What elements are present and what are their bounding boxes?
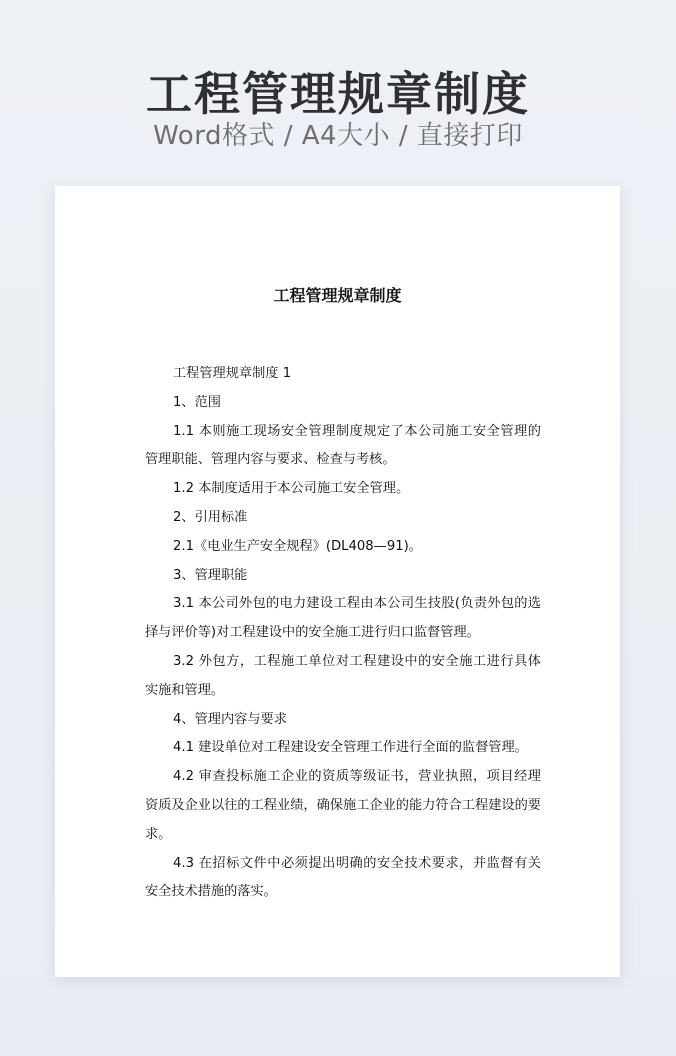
paragraph-4-2: 4.2 审查投标施工企业的资质等级证书，营业执照，项目经理资质及企业以往的工程业绩，确保施工企业的能力符合工程建设的要求。 — [145, 769, 541, 842]
paragraph-3-1: 3.1 本公司外包的电力建设工程由本公司生技股(负责外包的选择与评价等)对工程建设中的安全施工进行归口监督管理。 — [145, 596, 541, 641]
paragraph-3-2: 3.2 外包方，工程施工单位对工程建设中的安全施工进行具体实施和管理。 — [145, 653, 541, 698]
document-page — [55, 186, 620, 977]
document-body — [145, 360, 541, 907]
paragraph-1-1: 1.1 本则施工现场安全管理制度规定了本公司施工安全管理的管理职能、管理内容与要求、检查与考核。 — [145, 423, 541, 468]
section-heading-scope: 1、范围 — [173, 394, 221, 410]
paragraph-1-2: 1.2 本制度适用于本公司施工安全管理。 — [173, 481, 410, 497]
section-heading-functions: 3、管理职能 — [173, 567, 248, 583]
paragraph-2-1: 2.1《电业生产安全规程》(DL408—91)。 — [173, 538, 422, 554]
section-heading-standards: 2、引用标准 — [173, 509, 248, 525]
section-heading-requirements: 4、管理内容与要求 — [173, 711, 287, 727]
promo-subtitle: Word格式 / A4大小 / 直接打印 — [153, 121, 523, 151]
document-title: 工程管理规章制度 — [273, 286, 402, 305]
paragraph-4-1: 4.1 建设单位对工程建设安全管理工作进行全面的监督管理。 — [173, 740, 528, 756]
doc-heading-1: 工程管理规章制度 1 — [173, 366, 292, 381]
promo-title: 工程管理规章制度 — [146, 67, 530, 121]
paragraph-4-3: 4.3 在招标文件中必须提出明确的安全技术要求，并监督有关安全技术措施的落实。 — [145, 855, 541, 900]
